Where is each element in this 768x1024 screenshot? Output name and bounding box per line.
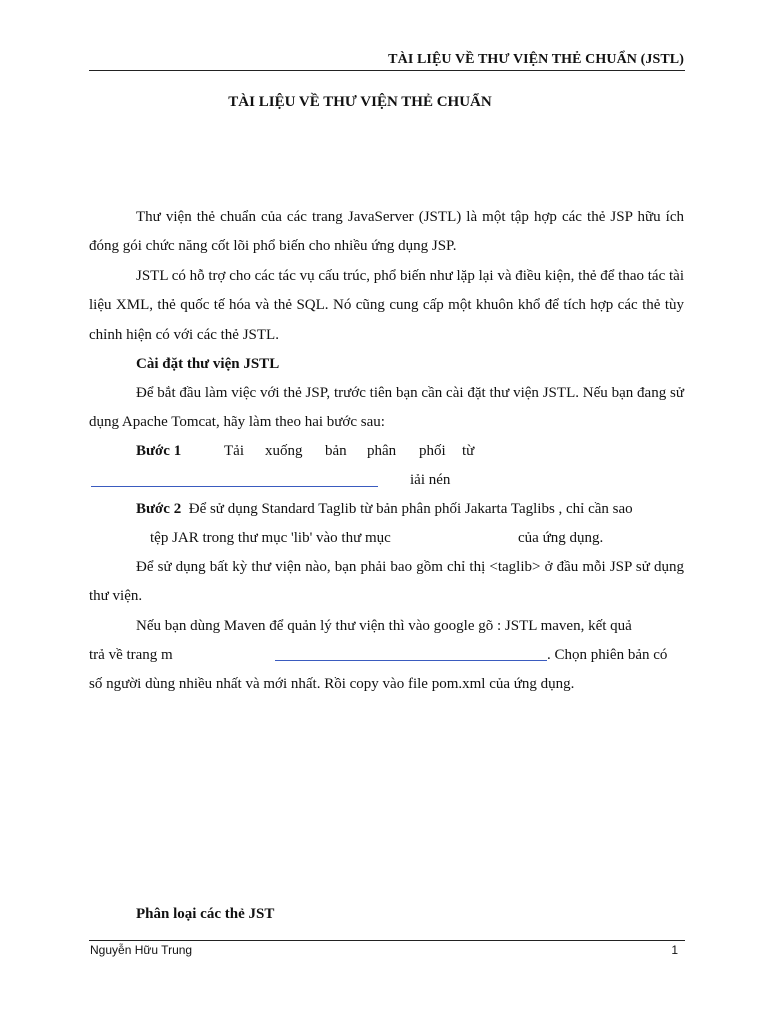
download-link[interactable]: [91, 486, 378, 487]
paragraph-maven-line3: số người dùng nhiều nhất và mới nhất. Rồi copy vào file pom.xml của ứng dụng.: [89, 676, 575, 692]
paragraph-features-text: JSTL có hỗ trợ cho các tác vụ cấu trúc, phổ biến như lặp lại và điều kiện, thẻ để thao tác tài liệu XML, thẻ quốc tế hóa và thẻ SQL. Nó cũng cung cấp một khuôn khổ để tích hợp các thẻ tùy chỉnh hiện có với các thẻ JSTL.: [89, 268, 684, 343]
step-1-label: Bước 1: [136, 443, 182, 459]
step-1-word: Tải: [224, 443, 244, 459]
paragraph-maven-line2-b: . Chọn phiên bản có: [547, 647, 668, 663]
footer-rule: [89, 940, 685, 941]
step-1-tail: iải nén: [410, 472, 451, 488]
step-1-word: phân: [367, 443, 397, 459]
paragraph-install: [89, 379, 684, 438]
document-title: TÀI LIỆU VỀ THƯ VIỆN THẺ CHUẨN: [228, 94, 492, 110]
paragraph-taglib: [89, 553, 684, 612]
heading-install: Cài đặt thư viện JSTL: [136, 356, 280, 372]
step-1-word: phối: [419, 443, 446, 459]
paragraph-intro: [89, 203, 684, 262]
step-2: [136, 495, 684, 524]
footer-author: Nguyễn Hữu Trung: [90, 943, 193, 957]
step-1: [0, 437, 768, 467]
paragraph-features: [89, 262, 684, 350]
running-header: TÀI LIỆU VỀ THƯ VIỆN THẺ CHUẨN (JSTL): [388, 52, 684, 67]
step-1-word: bản: [325, 443, 347, 459]
page-number: 1: [671, 943, 678, 957]
paragraph-maven-line2-a: trả về trang m: [89, 647, 173, 663]
paragraph-install-text: Để bắt đầu làm việc với thẻ JSP, trước tiên bạn cần cài đặt thư viện JSTL. Nếu bạn đang sử dụng Apache Tomcat, hãy làm theo hai bước sau:: [89, 385, 684, 431]
step-1-word: từ: [462, 443, 475, 459]
maven-repository-link[interactable]: [275, 660, 547, 661]
paragraph-taglib-text: Để sử dụng bất kỳ thư viện nào, bạn phải bao gồm chỉ thị <taglib> ở đầu mỗi JSP sử dụng thư viện.: [89, 559, 684, 605]
step-2-line2-a: tệp JAR trong thư mục 'lib' vào thư mục: [150, 530, 391, 546]
paragraph-maven-line1: Nếu bạn dùng Maven để quản lý thư viện thì vào google gõ : JSTL maven, kết quả: [136, 618, 632, 634]
step-2-line2-b: của ứng dụng.: [518, 530, 604, 546]
step-2-text: Để sử dụng Standard Taglib từ bản phân phối Jakarta Taglibs , chỉ cần sao: [188, 501, 633, 517]
step-2-label: Bước 2: [136, 501, 182, 517]
paragraph-intro-text: Thư viện thẻ chuẩn của các trang JavaServer (JSTL) là một tập hợp các thẻ JSP hữu ích đóng gói chức năng cốt lõi phổ biến cho nhiều ứng dụng JSP.: [89, 209, 684, 255]
header-rule: [89, 70, 685, 71]
step-1-word: xuống: [265, 443, 303, 459]
heading-classify: Phân loại các thẻ JST: [136, 906, 275, 922]
